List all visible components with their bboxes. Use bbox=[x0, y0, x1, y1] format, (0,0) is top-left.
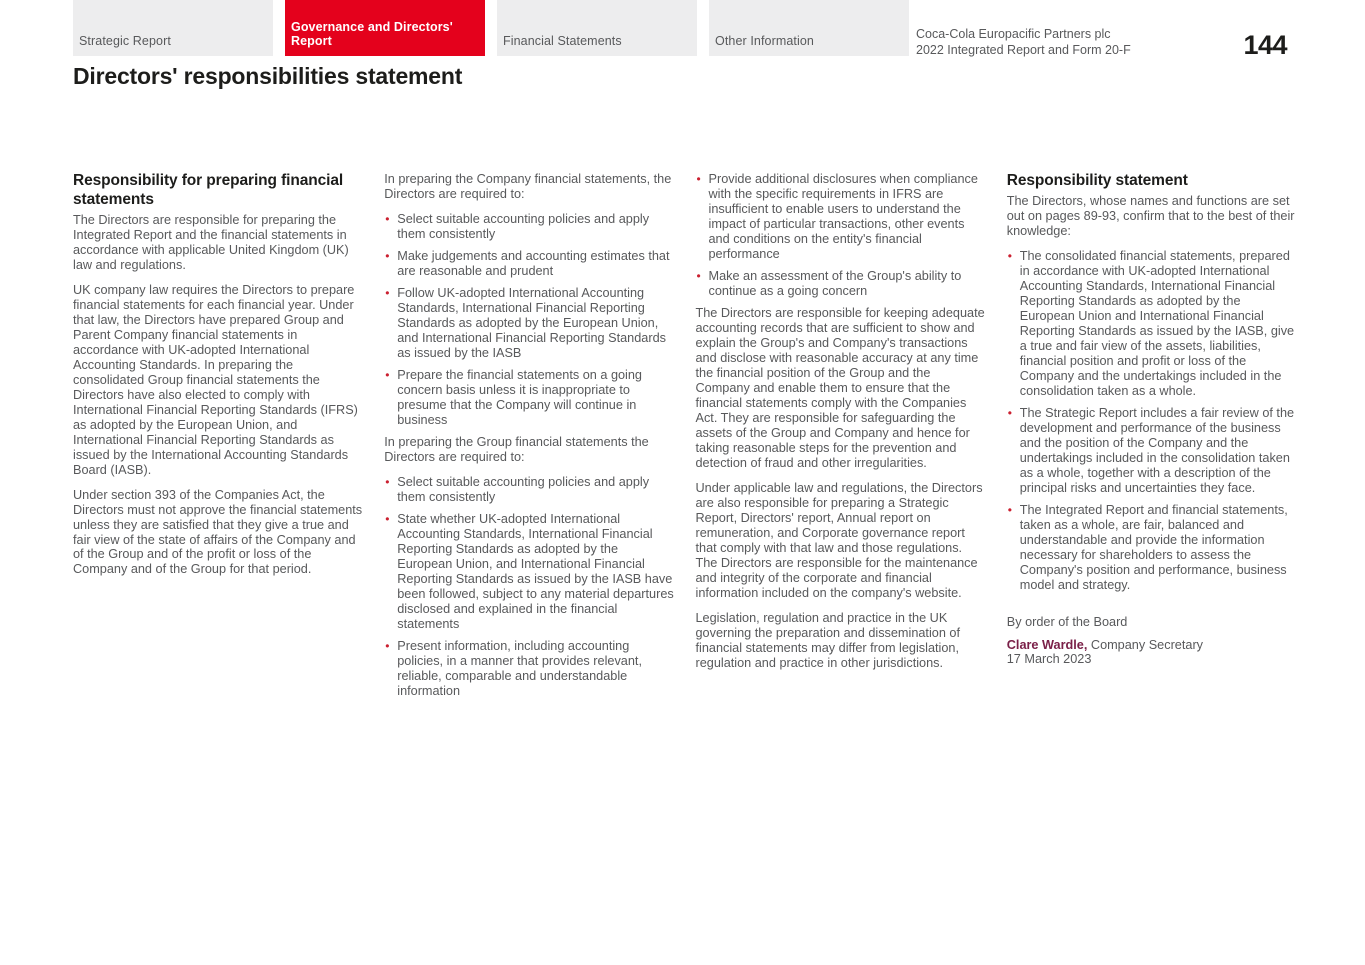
signatory-title: Company Secretary bbox=[1087, 637, 1204, 652]
bullet-item: • The consolidated financial statements, prepared in accordance with UK-adopted International Accounting Standards, International Financial Reporting Standards as adopted by the European Union and International Financial Reporting Standards as issued by the IASB, give a true and fair view of the assets, liabilities, financial position and profit or loss of the Company and the undertakings included in the consolidation taken as a whole. bbox=[1007, 249, 1297, 399]
bullet-item: • The Strategic Report includes a fair review of the development and performance of the business and the position of the Company and the undertakings included in the consolidation taken as a whole, together with a description of the principal risks and uncertainties they face. bbox=[1007, 406, 1297, 496]
tab-governance-directors-report[interactable] bbox=[285, 0, 485, 56]
bullet-list-group-continued bbox=[696, 172, 986, 299]
column-responsibility-statement bbox=[1007, 172, 1297, 706]
tab-label: Governance and Directors' Report bbox=[291, 20, 453, 48]
bullet-item: • Select suitable accounting policies and apply them consistently bbox=[384, 212, 674, 242]
report-title: 2022 Integrated Report and Form 20-F bbox=[916, 43, 1131, 57]
tab-label: Strategic Report bbox=[79, 34, 171, 48]
board-order-line: By order of the Board bbox=[1006, 614, 1128, 629]
tab-financial-statements[interactable] bbox=[497, 0, 697, 56]
column-company-requirements bbox=[384, 172, 674, 706]
section-heading-responsibility-statement: Responsibility statement bbox=[1006, 172, 1188, 189]
bullet-item: • State whether UK-adopted International Accounting Standards, International Financial Reporting Standards as adopted by the European Union, and International Financial Reporting Standards as issued by the IASB have been followed, subject to any material departures disclosed and explained in the financial statements bbox=[384, 512, 674, 632]
bullet-item: • Provide additional disclosures when compliance with the specific requirements in IFRS are insufficient to enable users to understand the impact of particular transactions, other events and conditions on the entity's financial performance bbox=[696, 172, 986, 262]
bullet-item: • The Integrated Report and financial statements, taken as a whole, are fair, balanced and understandable and provide the information necessary for shareholders to assess the Company's position and performance, business model and strategy. bbox=[1007, 503, 1297, 593]
column-group-requirements-continued bbox=[696, 172, 986, 706]
page-number: 144 bbox=[1243, 30, 1287, 60]
tab-strategic-report[interactable] bbox=[73, 0, 273, 56]
intro-company-statements: In preparing the Company financial statements, the Directors are required to: bbox=[384, 172, 672, 201]
bullet-item: • Make judgements and accounting estimates that are reasonable and prudent bbox=[384, 249, 674, 279]
company-name: Coca-Cola Europacific Partners plc bbox=[916, 27, 1111, 41]
bullet-item: • Select suitable accounting policies and apply them consistently bbox=[384, 475, 674, 505]
paragraph: The Directors are responsible for preparing the Integrated Report and the financial statements in accordance with applicable United Kingdom (UK) law and regulations. bbox=[73, 212, 349, 272]
signature-date: 17 March 2023 bbox=[1006, 652, 1092, 667]
content-columns bbox=[73, 172, 1297, 706]
paragraph: Under section 393 of the Companies Act, the Directors must not approve the financial statements unless they are satisfied that they give a true and fair view of the state of affairs of the Company and of the Group and of the profit or loss of the Company and of the Group for that period. bbox=[73, 487, 363, 577]
bullet-item: • Follow UK-adopted International Accounting Standards, International Financial Reporting Standards as adopted by the European Union, and International Financial Reporting Standards as issued by the IASB bbox=[384, 286, 674, 361]
bullet-item: • Present information, including accounting policies, in a manner that provides relevant, reliable, comparable and understandable information bbox=[384, 639, 674, 699]
tab-label: Financial Statements bbox=[503, 34, 622, 48]
intro-group-statements: In preparing the Group financial statements the Directors are required to: bbox=[384, 434, 649, 464]
report-identity bbox=[916, 26, 1131, 58]
signatory-line bbox=[1007, 638, 1297, 653]
bullet-item: • Prepare the financial statements on a going concern basis unless it is inappropriate to presume that the Company will continue in business bbox=[384, 368, 674, 428]
bullet-item: • Make an assessment of the Group's ability to continue as a going concern bbox=[696, 269, 986, 299]
paragraph: The Directors are responsible for keeping adequate accounting records that are sufficient to show and explain the Group's and Company's transactions and disclose with reasonable accuracy at any time the financial position of the Group and the Company and enable them to ensure that the financial statements comply with the Companies Act. They are responsible for safeguarding the assets of the Group and Company and hence for taking reasonable steps for the prevention and detection of fraud and other irregularities. bbox=[695, 305, 985, 470]
section-heading-preparing: Responsibility for preparing financial statements bbox=[73, 172, 344, 208]
paragraph: Legislation, regulation and practice in the UK governing the preparation and dissemination of financial statements may differ from legislation, regulation and practice in other jurisdictions. bbox=[695, 610, 960, 670]
intro-responsibility-statement: The Directors, whose names and functions are set out on pages 89-93, confirm that to the best of their knowledge: bbox=[1006, 193, 1295, 238]
paragraph: UK company law requires the Directors to prepare financial statements for each financial year. Under that law, the Directors have prepared Group and Parent Company financial statements in accordance with UK-adopted International Accounting Standards. In preparing the consolidated Group financial statements the Directors have also elected to comply with International Financial Reporting Standards (IFRS) as adopted by the European Union, and International Financial Reporting Standards as issued by the International Accounting Standards Board (IASB). bbox=[73, 282, 358, 477]
column-responsibility-preparing bbox=[73, 172, 363, 706]
page-title: Directors' responsibilities statement bbox=[73, 63, 463, 89]
paragraph: Under applicable law and regulations, the Directors are also responsible for preparing a Strategic Report, Directors' report, Annual report on remuneration, and Corporate governance report that comply with that law and those regulations. The Directors are responsible for the maintenance and integrity of the corporate and financial information included on the company's website. bbox=[695, 480, 983, 600]
signatory-name: Clare Wardle, bbox=[1006, 637, 1088, 652]
bullet-list-group bbox=[384, 475, 674, 699]
tab-label: Other Information bbox=[715, 34, 814, 48]
bullet-list-company bbox=[384, 212, 674, 428]
bullet-list-confirmations bbox=[1007, 249, 1297, 593]
signature-block bbox=[1007, 615, 1297, 668]
tab-other-information[interactable] bbox=[709, 0, 909, 56]
